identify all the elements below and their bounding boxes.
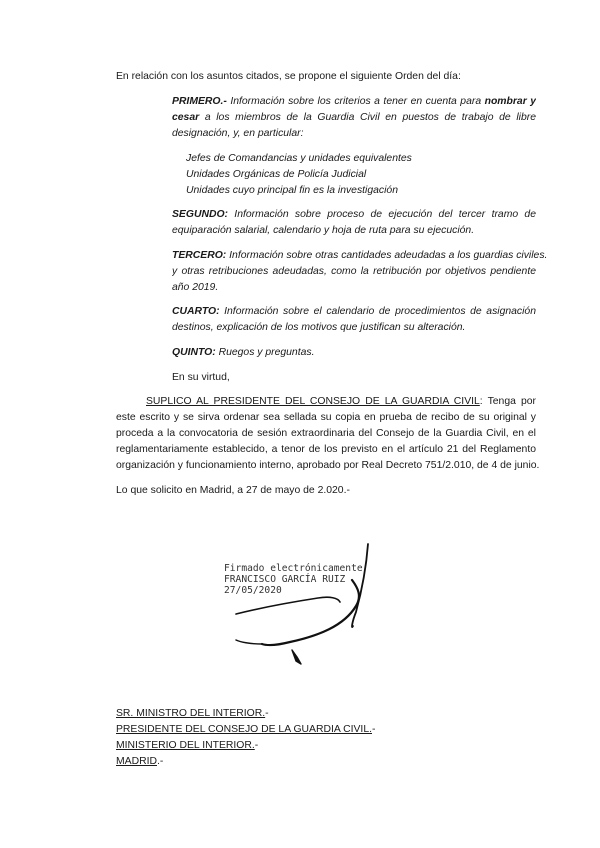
addressee-madrid: MADRID	[116, 756, 157, 767]
suplico-heading: SUPLICO AL PRESIDENTE DEL CONSEJO DE LA GUARDIA CIVIL	[146, 396, 480, 407]
list-item: Jefes de Comandancias y unidades equivalentes	[186, 153, 412, 164]
addressee-line-4	[116, 754, 163, 770]
item-tercero-line2: y otras retribuciones adeudadas, como la retribución por objetivos pendiente	[172, 266, 536, 277]
addressee-line-2	[116, 722, 375, 738]
item-primero-bold: nombrar y	[484, 96, 536, 107]
suplico-text: : Tenga por	[479, 396, 536, 407]
suplico-line5: organización y funcionamiento interno, aprobado por Real Decreto 751/2.010, de 4 de junio.	[116, 460, 540, 471]
item-primero-line3: designación, y, en particular:	[172, 128, 304, 139]
suplico-line2: este escrito y se sirva ordenar sea sellada su copia en prueba de recibo de su original y	[116, 412, 536, 423]
item-cuarto-text: Información sobre el calendario de procedimientos de asignación	[224, 306, 536, 317]
item-primero-bold-cesar: cesar	[172, 112, 200, 123]
item-primero-label: PRIMERO.-	[172, 96, 227, 107]
suplico-line3: proceda a la convocatoria de sesión extraordinaria del Consejo de la Guardia Civil, en el	[116, 428, 536, 439]
item-cuarto-line2: destinos, explicación de los motivos que justifican su alteración.	[172, 322, 466, 333]
item-tercero-line3: año 2019.	[172, 282, 219, 293]
addressee-suffix: -	[265, 708, 269, 719]
signature-line-1: Firmado electrónicamente	[224, 563, 363, 574]
closing-line: Lo que solicito en Madrid, a 27 de mayo de 2.020.-	[116, 485, 350, 496]
item-quinto-label: QUINTO:	[172, 347, 216, 358]
item-cuarto-label: CUARTO:	[172, 306, 220, 317]
list-item: Unidades cuyo principal fin es la investigación	[186, 185, 398, 196]
item-tercero-label: TERCERO:	[172, 250, 227, 261]
addressee-presidente: PRESIDENTE DEL CONSEJO DE LA GUARDIA CIVIL.	[116, 724, 372, 735]
suplico-line4: reglamentariamente establecido, a tenor de los previsto en el artículo 21 del Reglamento	[116, 444, 536, 455]
list-item: Unidades Orgánicas de Policía Judicial	[186, 169, 367, 180]
signature-name: FRANCISCO GARCÍA RUIZ	[224, 574, 346, 585]
signature-date: 27/05/2020	[224, 585, 282, 596]
item-segundo-label: SEGUNDO:	[172, 209, 228, 220]
addressee-line-3	[116, 738, 258, 754]
item-segundo-line2: equiparación salarial, calendario y hoja de ruta para su ejecución.	[172, 225, 475, 236]
item-quinto-text: Ruegos y preguntas.	[215, 347, 315, 358]
addressee-suffix: -	[372, 724, 376, 735]
item-primero-text: Información sobre los criterios a tener en cuenta para	[226, 96, 485, 107]
intro-paragraph: En relación con los asuntos citados, se propone el siguiente Orden del día:	[116, 71, 461, 82]
en-su-virtud: En su virtud,	[172, 372, 230, 383]
addressee-suffix: .-	[156, 756, 164, 767]
addressee-suffix: -	[254, 740, 259, 751]
addressee-ministro: SR. MINISTRO DEL INTERIOR.	[116, 708, 266, 719]
item-segundo-text: Información sobre proceso de ejecución del tercer tramo de	[228, 209, 536, 220]
item-primero-text2: a los miembros de la Guardia Civil en puestos de trabajo de libre	[199, 112, 536, 123]
addressee-line-1	[116, 706, 269, 722]
addressee-ministerio: MINISTERIO DEL INTERIOR.	[116, 740, 255, 751]
item-tercero-text: Información sobre otras cantidades adeudadas a los guardias civiles.	[226, 250, 548, 261]
